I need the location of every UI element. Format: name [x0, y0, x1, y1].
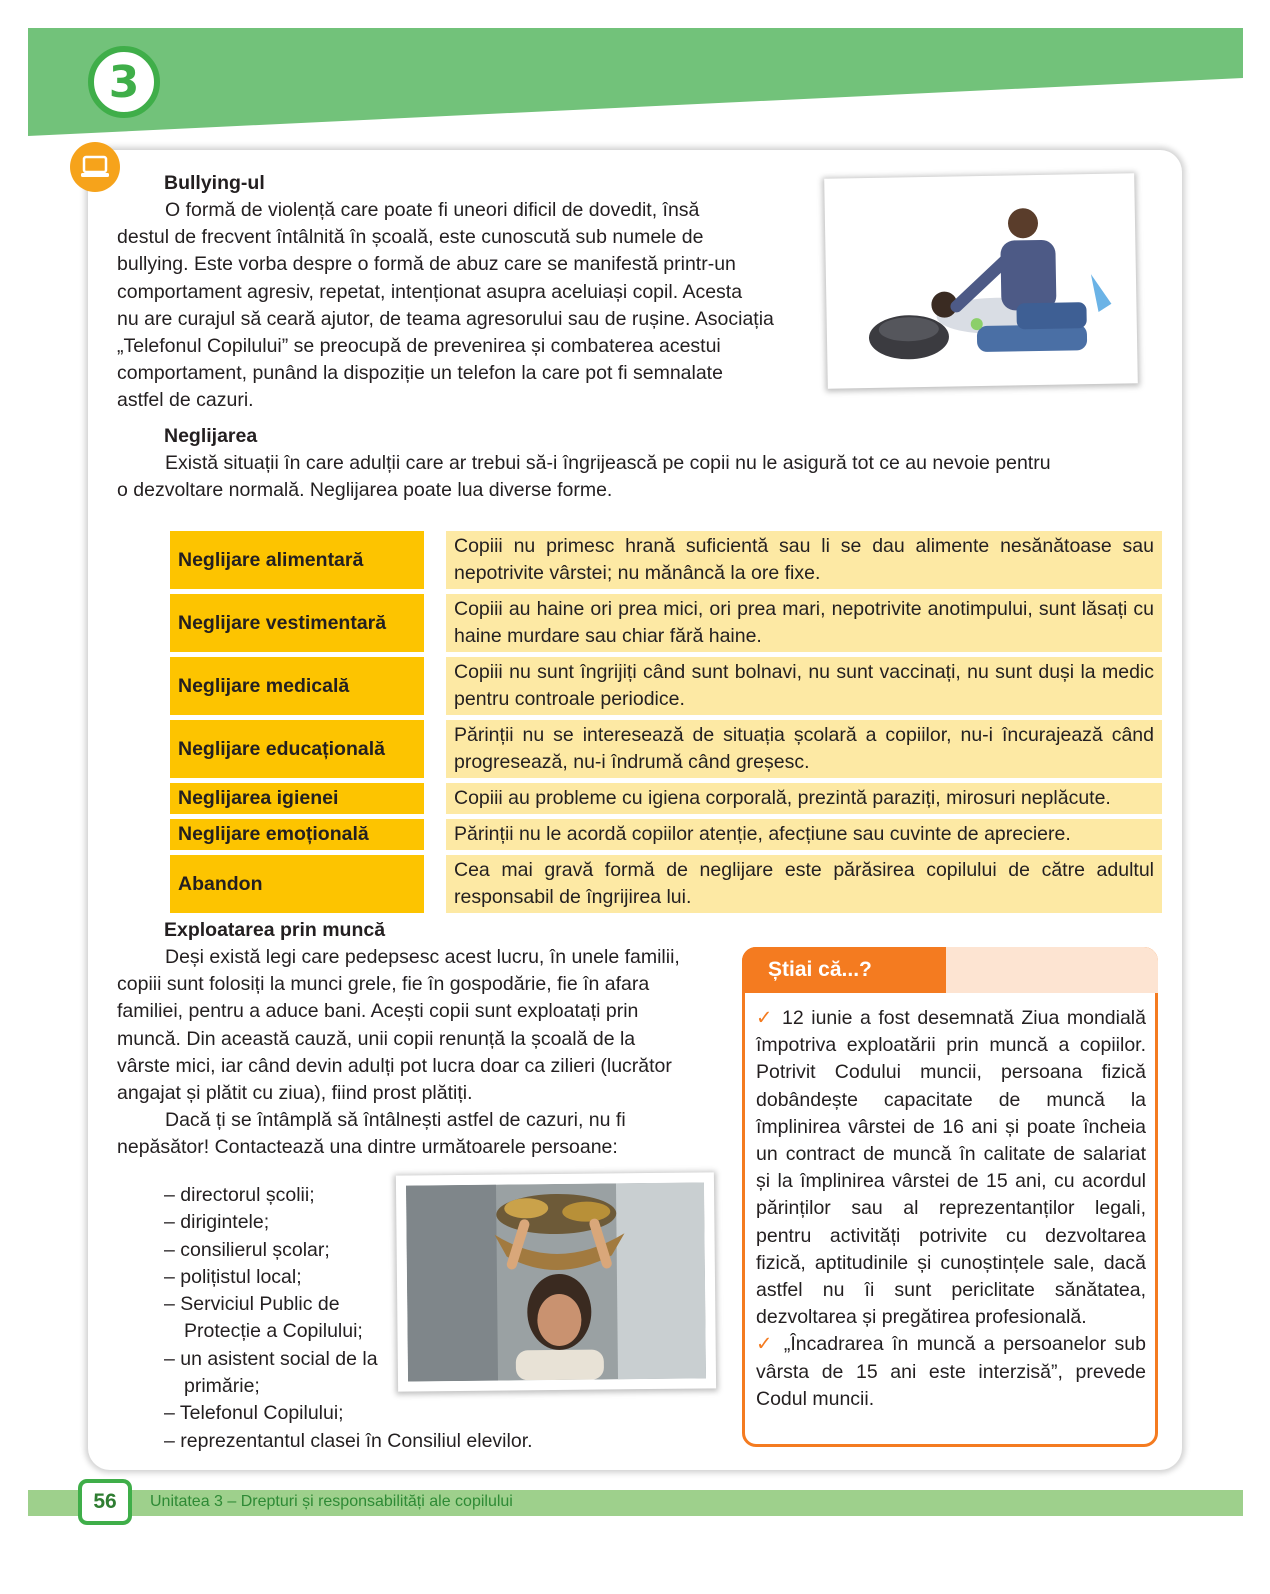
bullying-line: destul de frecvent întâlnită în școală, este cunoscută sub numele de — [117, 226, 704, 249]
neglect-description: Părinții nu le acordă copiilor atenție, afecțiune sau cuvinte de apreciere. — [446, 819, 1162, 850]
footer-unit-title: Unitatea 3 – Drepturi și responsabilități ale copilului — [150, 1493, 513, 1510]
table-row — [170, 531, 1162, 589]
child-labor-photo — [396, 1172, 716, 1391]
neglect-heading: Neglijarea — [164, 425, 258, 447]
neglect-type: Neglijare alimentară — [170, 531, 424, 589]
neglect-type: Abandon — [170, 855, 424, 913]
neglect-description: Copiii au probleme cu igiena corporală, prezintă paraziți, mirosuri neplăcute. — [446, 783, 1162, 814]
chapter-header-band — [28, 28, 1243, 140]
computer-icon — [70, 142, 120, 192]
labor-heading: Exploatarea prin muncă — [164, 919, 386, 941]
neglect-description: Copiii nu primesc hrană suficientă sau li se dau alimente nesănătoase sau nepotrivite vârstei; nu mănâncă la ore fixe. — [446, 531, 1162, 589]
did-you-know-title: Știai că...? — [742, 947, 946, 993]
unit-number-badge: 3 — [88, 46, 160, 118]
list-item: – un asistent social de la primărie; — [164, 1347, 378, 1398]
table-row — [170, 819, 1162, 850]
labor-line: copiii sunt folosiți la munci grele, fie în gospodărie, fie în afara — [117, 973, 650, 996]
neglect-table — [170, 526, 1162, 918]
neglect-description: Părinții nu se interesează de situația școlară a copiilor, nu-i încurajează când progresează, nu-i îndrumă când greșesc. — [446, 720, 1162, 778]
list-item: – Serviciul Public de Protecție a Copilului; — [164, 1293, 363, 1343]
bullying-line: comportament agresiv, repetat, intenționat asupra aceluiași copil. Acesta — [117, 280, 743, 303]
neglect-description: Cea mai gravă formă de neglijare este părăsirea copilului de către adultul responsabil de îngrijirea lui. — [446, 855, 1162, 913]
table-row — [170, 783, 1162, 814]
bullying-line: nu are curajul să ceară ajutor, de teama agresorului sau de rușine. Asociația — [117, 307, 774, 330]
labor-line: Deși există legi care pedepsesc acest lucru, în unele familii, — [165, 946, 680, 968]
list-item: – dirigintele; — [164, 1211, 270, 1234]
did-you-know-tab-fade — [946, 947, 1158, 993]
labor-line: angajat și plătit cu ziua), fiind prost plătiți. — [117, 1082, 473, 1105]
table-row — [170, 720, 1162, 778]
bullying-line: bullying. Este vorba despre o formă de abuz care se manifestă printr-un — [117, 253, 736, 276]
list-item: – reprezentantul clasei în Consiliul elevilor. — [164, 1429, 533, 1452]
labor-line: vârste mici, iar când devin adulți pot lucra doar ca zilieri (lucrător — [117, 1054, 672, 1077]
labor-line: muncă. Din această cauză, unii copii renunță la școală de la — [117, 1027, 636, 1050]
neglect-type: Neglijare medicală — [170, 657, 424, 715]
labor-line: Dacă ți se întâmplă să întâlnești astfel de cazuri, nu fi — [165, 1109, 626, 1132]
neglect-type: Neglijarea igienei — [170, 783, 424, 814]
did-you-know-item-text: „Încadrarea în muncă a persoanelor sub vârsta de 15 ani este interzisă”, prevede Codul muncii. — [756, 1333, 1146, 1410]
page-number: 56 — [78, 1479, 132, 1525]
bullying-photo — [824, 173, 1138, 388]
labor-line: nepăsător! Contactează una dintre următoarele persoane: — [117, 1136, 618, 1159]
list-item: – polițistul local; — [164, 1265, 302, 1288]
did-you-know-item — [756, 1005, 1146, 1331]
neglect-line: Există situații în care adulții care ar trebui să-i îngrijească pe copii nu le asigură tot ce au nevoie pentru — [165, 452, 1051, 474]
table-row — [170, 657, 1162, 715]
table-row — [170, 594, 1162, 652]
bullying-line: comportament, punând la dispoziție un telefon la care pot fi semnalate — [117, 362, 723, 385]
neglect-description: Copiii nu sunt îngrijiți când sunt bolnavi, nu sunt vaccinați, nu sunt duși la medic pentru controale periodice. — [446, 657, 1162, 715]
neglect-description: Copiii au haine ori prea mici, ori prea mari, nepotrivite anotimpului, sunt lăsați cu haine murdare sau chiar fără haine. — [446, 594, 1162, 652]
neglect-line: o dezvoltare normală. Neglijarea poate lua diverse forme. — [117, 479, 613, 502]
bullying-paragraph — [117, 197, 797, 415]
did-you-know-item — [756, 1331, 1146, 1413]
neglect-type: Neglijare emoțională — [170, 819, 424, 850]
list-item: – Telefonul Copilului; — [164, 1402, 344, 1425]
labor-line: familiei, pentru a aduce bani. Acești copii sunt exploatați prin — [117, 1000, 639, 1023]
checkmark-icon: ✓ — [756, 1333, 776, 1356]
neglect-type: Neglijare educațională — [170, 720, 424, 778]
list-item: – consilierul școlar; — [164, 1238, 330, 1261]
bullying-line: astfel de cazuri. — [117, 389, 254, 412]
labor-paragraph-1 — [117, 944, 707, 1162]
checkmark-icon: ✓ — [756, 1007, 775, 1029]
neglect-intro — [117, 450, 1133, 504]
did-you-know-text — [756, 1005, 1146, 1413]
table-row — [170, 855, 1162, 913]
neglect-type: Neglijare vestimentară — [170, 594, 424, 652]
list-item: – directorul școlii; — [164, 1184, 315, 1206]
bullying-heading: Bullying-ul — [164, 172, 265, 194]
bullying-line: O formă de violență care poate fi uneori dificil de dovedit, însă — [165, 199, 700, 221]
did-you-know-item-text: 12 iunie a fost desemnată Ziua mondială împotriva exploatării prin muncă a copiilor. Potrivit Codului muncii, persoana fizică dobândește capacitate de muncă la împlinirea vârstei de 16 ani și poate încheia un contract de muncă în calitate de salariat și la împlinirea vârstei de 15 ani, cu acordul părinților sau al reprezentanților legali, pentru activități potrivite cu dezvoltarea fizică, aptitudinile și cunoștințele sale, dacă astfel nu îi sunt periclitate sănătatea, dezvoltarea și pregătirea profesională. — [756, 1007, 1146, 1329]
bullying-line: „Telefonul Copilului” se preocupă de prevenirea și combaterea acestui — [117, 335, 721, 358]
